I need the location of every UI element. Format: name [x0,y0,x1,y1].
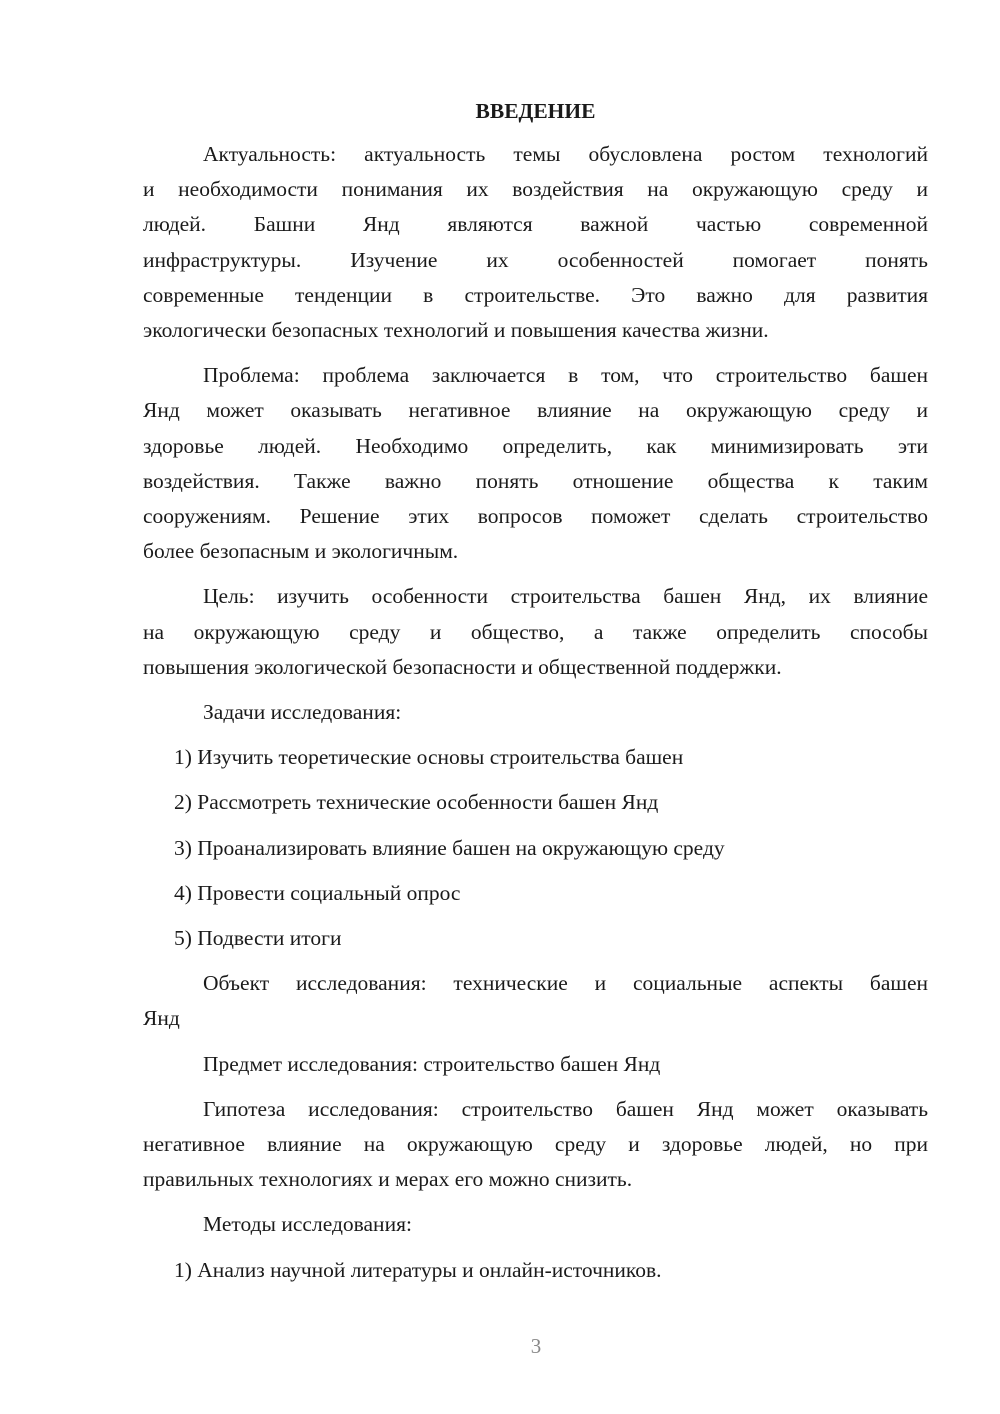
text-line: инфраструктуры. Изучение их особенностей помогает понять [143,247,928,272]
list-item: 2) Рассмотреть технические особенности башен Янд [174,790,659,815]
text-line: более безопасным и экологичным. [143,539,459,564]
paragraph [143,137,928,348]
text-line: негативное влияние на окружающую среду и здоровье людей, но при [143,1132,928,1157]
text-line: на окружающую среду и общество, а также определить способы [143,619,928,644]
paragraph [143,1047,928,1082]
text-line: Предмет исследования: строительство башен Янд [203,1051,661,1076]
paragraph [143,1092,928,1198]
list-item: 1) Анализ научной литературы и онлайн-источников. [174,1257,662,1282]
text-line: и необходимости понимания их воздействия на окружающую среду и [143,177,928,202]
list-item: 4) Провести социальный опрос [174,880,461,905]
text-line: Янд [143,1006,180,1031]
text-line: современные тенденции в строительстве. Это важно для развития [143,282,928,307]
text-line: Проблема: проблема заключается в том, что строительство башен [203,363,928,388]
text-line: воздействия. Также важно понять отношение общества к таким [143,468,928,493]
methods-list [143,1253,928,1288]
document-page [143,96,928,1298]
list-item: 5) Подвести итоги [174,926,342,951]
text-line: Янд может оказывать негативное влияние на окружающую среду и [143,398,928,423]
text-line: Объект исследования: технические и социальные аспекты башен [203,971,928,996]
body-part-2 [143,966,928,1242]
text-line: Задачи исследования: [203,700,402,725]
text-line: Гипотеза исследования: строительство башен Янд может оказывать [203,1096,928,1121]
paragraph [143,695,928,730]
text-line: повышения экологической безопасности и общественной поддержки. [143,654,782,679]
text-line: Актуальность: актуальность темы обусловлена ростом технологий [203,142,928,166]
section-title: ВВЕДЕНИЕ [475,99,596,123]
paragraph [143,579,928,685]
text-line: Методы исследования: [203,1212,412,1237]
paragraph [143,966,928,1036]
list-item: 3) Проанализировать влияние башен на окружающую среду [174,835,725,860]
text-line: Цель: изучить особенности строительства башен Янд, их влияние [203,584,928,609]
page-number: 3 [530,1334,542,1358]
text-line: правильных технологиях и мерах его можно снизить. [143,1167,633,1192]
paragraph [143,358,928,569]
list-item: 1) Изучить теоретические основы строительства башен [174,745,684,770]
paragraph [143,1207,928,1242]
body-part-1 [143,137,928,730]
text-line: здоровье людей. Необходимо определить, как минимизировать эти [143,433,928,458]
text-line: экологически безопасных технологий и повышения качества жизни. [143,318,769,343]
text-line: сооружениям. Решение этих вопросов поможет сделать строительство [143,504,928,529]
text-line: людей. Башни Янд являются важной частью современной [143,212,928,237]
tasks-list [143,740,928,956]
